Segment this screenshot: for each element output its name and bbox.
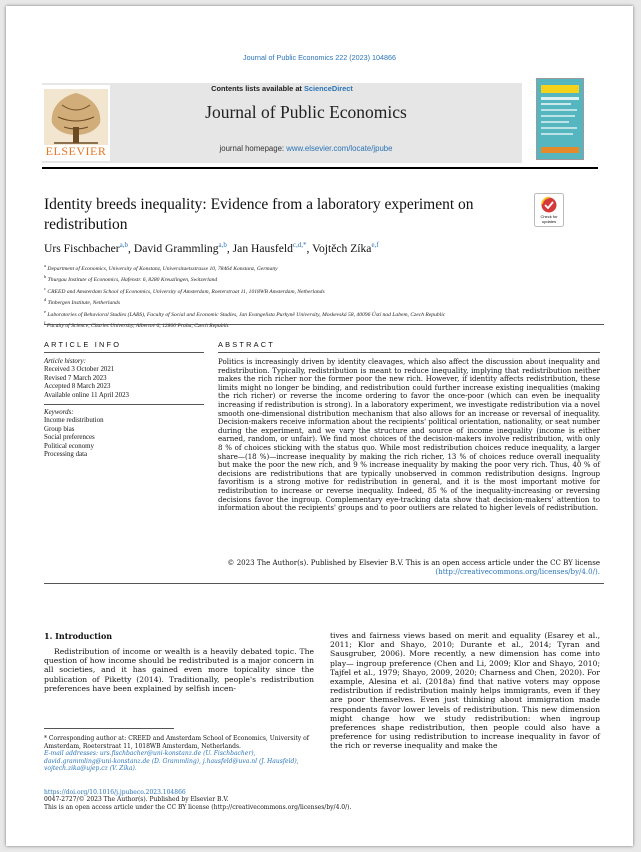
journal-homepage	[116, 144, 496, 153]
abstract-heading: ABSTRACT	[218, 340, 276, 349]
journal-title: Journal of Public Economics	[205, 102, 407, 122]
elsevier-wordmark: ELSEVIER	[45, 144, 107, 158]
affil-marker: b	[44, 274, 47, 280]
keyword-item: Social preferences	[44, 434, 95, 442]
keyword-item: Processing data	[44, 451, 88, 459]
author-list: Urs Fischbacher$^{a,b}$, David Grammling$^{a,b}$, Jan Hausfeld$^{c,d,*}$, Vojtěch Zíka$^{e,f}$	[44, 241, 379, 255]
history-received: Received 3 October 2021	[44, 366, 115, 374]
issn-line: 0047-2727/© 2023 The Author(s). Published by Elsevier B.V.	[44, 796, 229, 804]
author-affil-marker[interactable]: a,b	[119, 241, 129, 249]
author-name[interactable]: Vojtěch Zíka	[312, 241, 372, 255]
keywords-rule	[44, 404, 204, 405]
affil-text: CREED and Amsterdam School of Economics, University of Amsterdam, Roeterstraat 11, 1018WB Amsterdam, Netherlands	[47, 288, 325, 295]
intro-left-column: Redistribution of income or wealth is a heavily debated topic. The question of how income should be redistributed is a major concern in all societies, and it has gained even more topicality since the publication of Piketty (2014). Traditionally, people's redistribution preferences have been explained by selfish incen-	[44, 647, 314, 693]
contents-availability	[42, 83, 522, 94]
keywords-label: Keywords:	[44, 409, 74, 417]
author-name[interactable]: David Grammling	[133, 241, 219, 255]
introduction-heading: 1. Introduction	[44, 631, 113, 641]
affiliation-item	[44, 308, 604, 319]
affil-text: Thurgau Institute of Economics, Hafenstr. 6, 8280 Kreuzlingen, Switzerland	[47, 277, 218, 284]
masthead-rule	[42, 167, 598, 169]
affiliation-item	[44, 296, 604, 307]
affiliation-item	[44, 262, 604, 273]
keyword-item: Group bias	[44, 425, 75, 433]
history-online: Available online 11 April 2023	[44, 391, 129, 399]
author-affil-marker[interactable]: e,f	[371, 241, 379, 249]
journal-cover-thumbnail[interactable]	[536, 78, 584, 160]
abstract-text: Politics is increasingly driven by identity cleavages, which also affect the discussion about inequality and redistribution. Typically, redistribution is meant to reduce inequality, implying that redistribution neither makes the rich richer nor the former poor the new rich. However, if identity affects redistribution, these limits might no longer be binding, and redistribution could further increase existing inequalities (making the rich richer) or reverse the income ordering to favor the once-poor (which can even be inequality increasing if redistribution is strong). In a laboratory experiment, we investigate redistribution via a novel smooth one-dimensional distribution mechanism that also allows for an increase or reversal of inequality. Decision-makers receive information about the recipients' political orientation, nationality, or seat number during the experiment, and we vary the structure and source of income inequality (income is either earned, random, or unfair). We find most choices of the decision-makers involve redistribution, with only 8 % of choices sticking with the status quo. While most redistribution choices reduce inequality, a larger share—(18 %)—increase inequality by making the rich richer, 13 % of choices reduce overall inequality but make the poor the new rich, and 9 % increase inequality by making the poor very rich. Thus, 40 % of decisions are redistributions that are typically unobserved in common redistribution designs. Ingroup favoritism is a strong motive for redistribution in general, and it is the most important motive for redistribution to increase or reverse inequality. Indeed, 85 % of the inequality-increasing or reversing decisions favor the ingroup. Complementary eye-tracking data show that decision-makers' attention to information about the recipients' groups and to poor outliers are related to higher levels of redistribution.	[218, 357, 600, 513]
sciencedirect-link[interactable]: ScienceDirect	[303, 84, 353, 93]
history-revised: Revised 7 March 2023	[44, 374, 107, 382]
affil-marker: d	[44, 297, 47, 303]
intro-right-column: tives and fairness views based on merit and equality (Esarey et al., 2011; Klor and Shayo, 2010; Durante et al., 2014; Tyran and Sausgruber, 2006). More recently, a new dimension has come into play— ingroup preference (Chen and Li, 2009; Klor and Shayo, 2010; Tajfel et al., 1979; Shayo, 2009, 2020; Charness and Chen, 2020). For example, Alesina et al. (2018a) find that native voters may oppose redistribution if redistribution mainly helps immigrants, even if they are poor themselves. Even just thinking about immigration made respondents favor lower levels of redistribution. This new dimension might change how we study redistribution: when ingroup preferences shape redistribution, then people could also have a preference for using redistribution to increase inequality in favor of the rich or reverse inequality and make the	[330, 631, 600, 751]
affiliation-item	[44, 273, 604, 284]
homepage-link[interactable]: www.elsevier.com/locate/jpube	[286, 144, 393, 153]
history-label: Article history:	[44, 358, 86, 365]
footnote-rule	[44, 728, 174, 729]
keyword-item: Political economy	[44, 442, 94, 450]
check-updates-line1: Check for	[540, 214, 558, 219]
license-link[interactable]: (http://creativecommons.org/licenses/by/4.0/).	[435, 566, 600, 576]
footnotes	[44, 735, 314, 773]
author-name[interactable]: Jan Hausfeld	[232, 241, 293, 255]
author-emails[interactable]: E-mail addresses: urs.fischbacher@uni-konstanz.de (U. Fischbacher), david.grammling@uni-konstanz.de (D. Grammling), j.hausfeld@uva.nl (J. Hausfeld), vojtech.zika@ujep.cz (V. Zíka).	[44, 750, 299, 773]
corresponding-author-note: * Corresponding author at: CREED and Amsterdam School of Economics, University of Amsterdam, Roeterstraat 11, 1018WB Amsterdam, Netherlands.	[44, 735, 309, 750]
journal-citation[interactable]: Journal of Public Economics 222 (2023) 104866	[242, 53, 397, 62]
history-accepted: Accepted 8 March 2023	[44, 383, 111, 391]
affiliation-list	[44, 262, 604, 331]
affil-text: Department of Economics, University of Konstanz, Universitaetsstrasse 10, 78464 Konstanz, Germany	[47, 265, 278, 272]
affil-marker: c	[44, 285, 46, 291]
keyword-item: Income redistribution	[44, 417, 104, 425]
doi-link[interactable]: https://doi.org/10.1016/j.jpubeco.2023.104866	[44, 789, 186, 796]
author-name[interactable]: Urs Fischbacher	[44, 241, 120, 255]
info-rule	[44, 352, 204, 353]
abstract-end-rule	[44, 583, 604, 584]
affil-text: Faculty of Science, Charles University, Albertov 6, 12800 Praha, Czech Republic	[46, 323, 230, 330]
affil-text: Tinbergen Institute, Netherlands	[47, 300, 121, 307]
check-for-updates-badge[interactable]	[534, 193, 564, 227]
affil-marker: f	[44, 320, 46, 326]
affiliation-item	[44, 285, 604, 296]
article-info-panel	[44, 358, 204, 459]
copyright-text: © 2023 The Author(s). Published by Elsevier B.V. This is an open access article under the CC BY license	[227, 558, 600, 567]
open-access-line: This is an open access article under the CC BY license (http://creativecommons.org/licenses/by/4.0/).	[44, 803, 352, 811]
abstract-rule	[218, 352, 600, 353]
contents-prefix: Contents lists available at	[211, 84, 302, 93]
article-info-heading: ARTICLE INFO	[44, 340, 122, 349]
article-title: Identity breeds inequality: Evidence from a laboratory experiment on redistribution	[44, 196, 474, 233]
homepage-prefix: journal homepage:	[219, 144, 285, 153]
author-affil-marker[interactable]: c,d,*	[292, 241, 307, 249]
affil-text: Laboratories of Behavioral Studies (LABS), Faculty of Social and Economic Studies, Jan Evangelista Purkyně University, Moskevská 58, 40096 Ústí nad Labem, Czech Republic	[47, 311, 446, 318]
abstract-copyright	[218, 559, 600, 576]
journal-cover-icon	[537, 79, 583, 159]
affil-marker: a	[44, 263, 46, 268]
page-footer	[44, 789, 604, 811]
check-updates-line2: updates	[541, 218, 557, 224]
affil-marker: e	[44, 308, 46, 314]
article-page	[6, 6, 633, 846]
affiliation-rule	[44, 324, 604, 325]
check-updates-label	[534, 215, 564, 224]
author-affil-marker[interactable]: a,b	[218, 241, 227, 249]
